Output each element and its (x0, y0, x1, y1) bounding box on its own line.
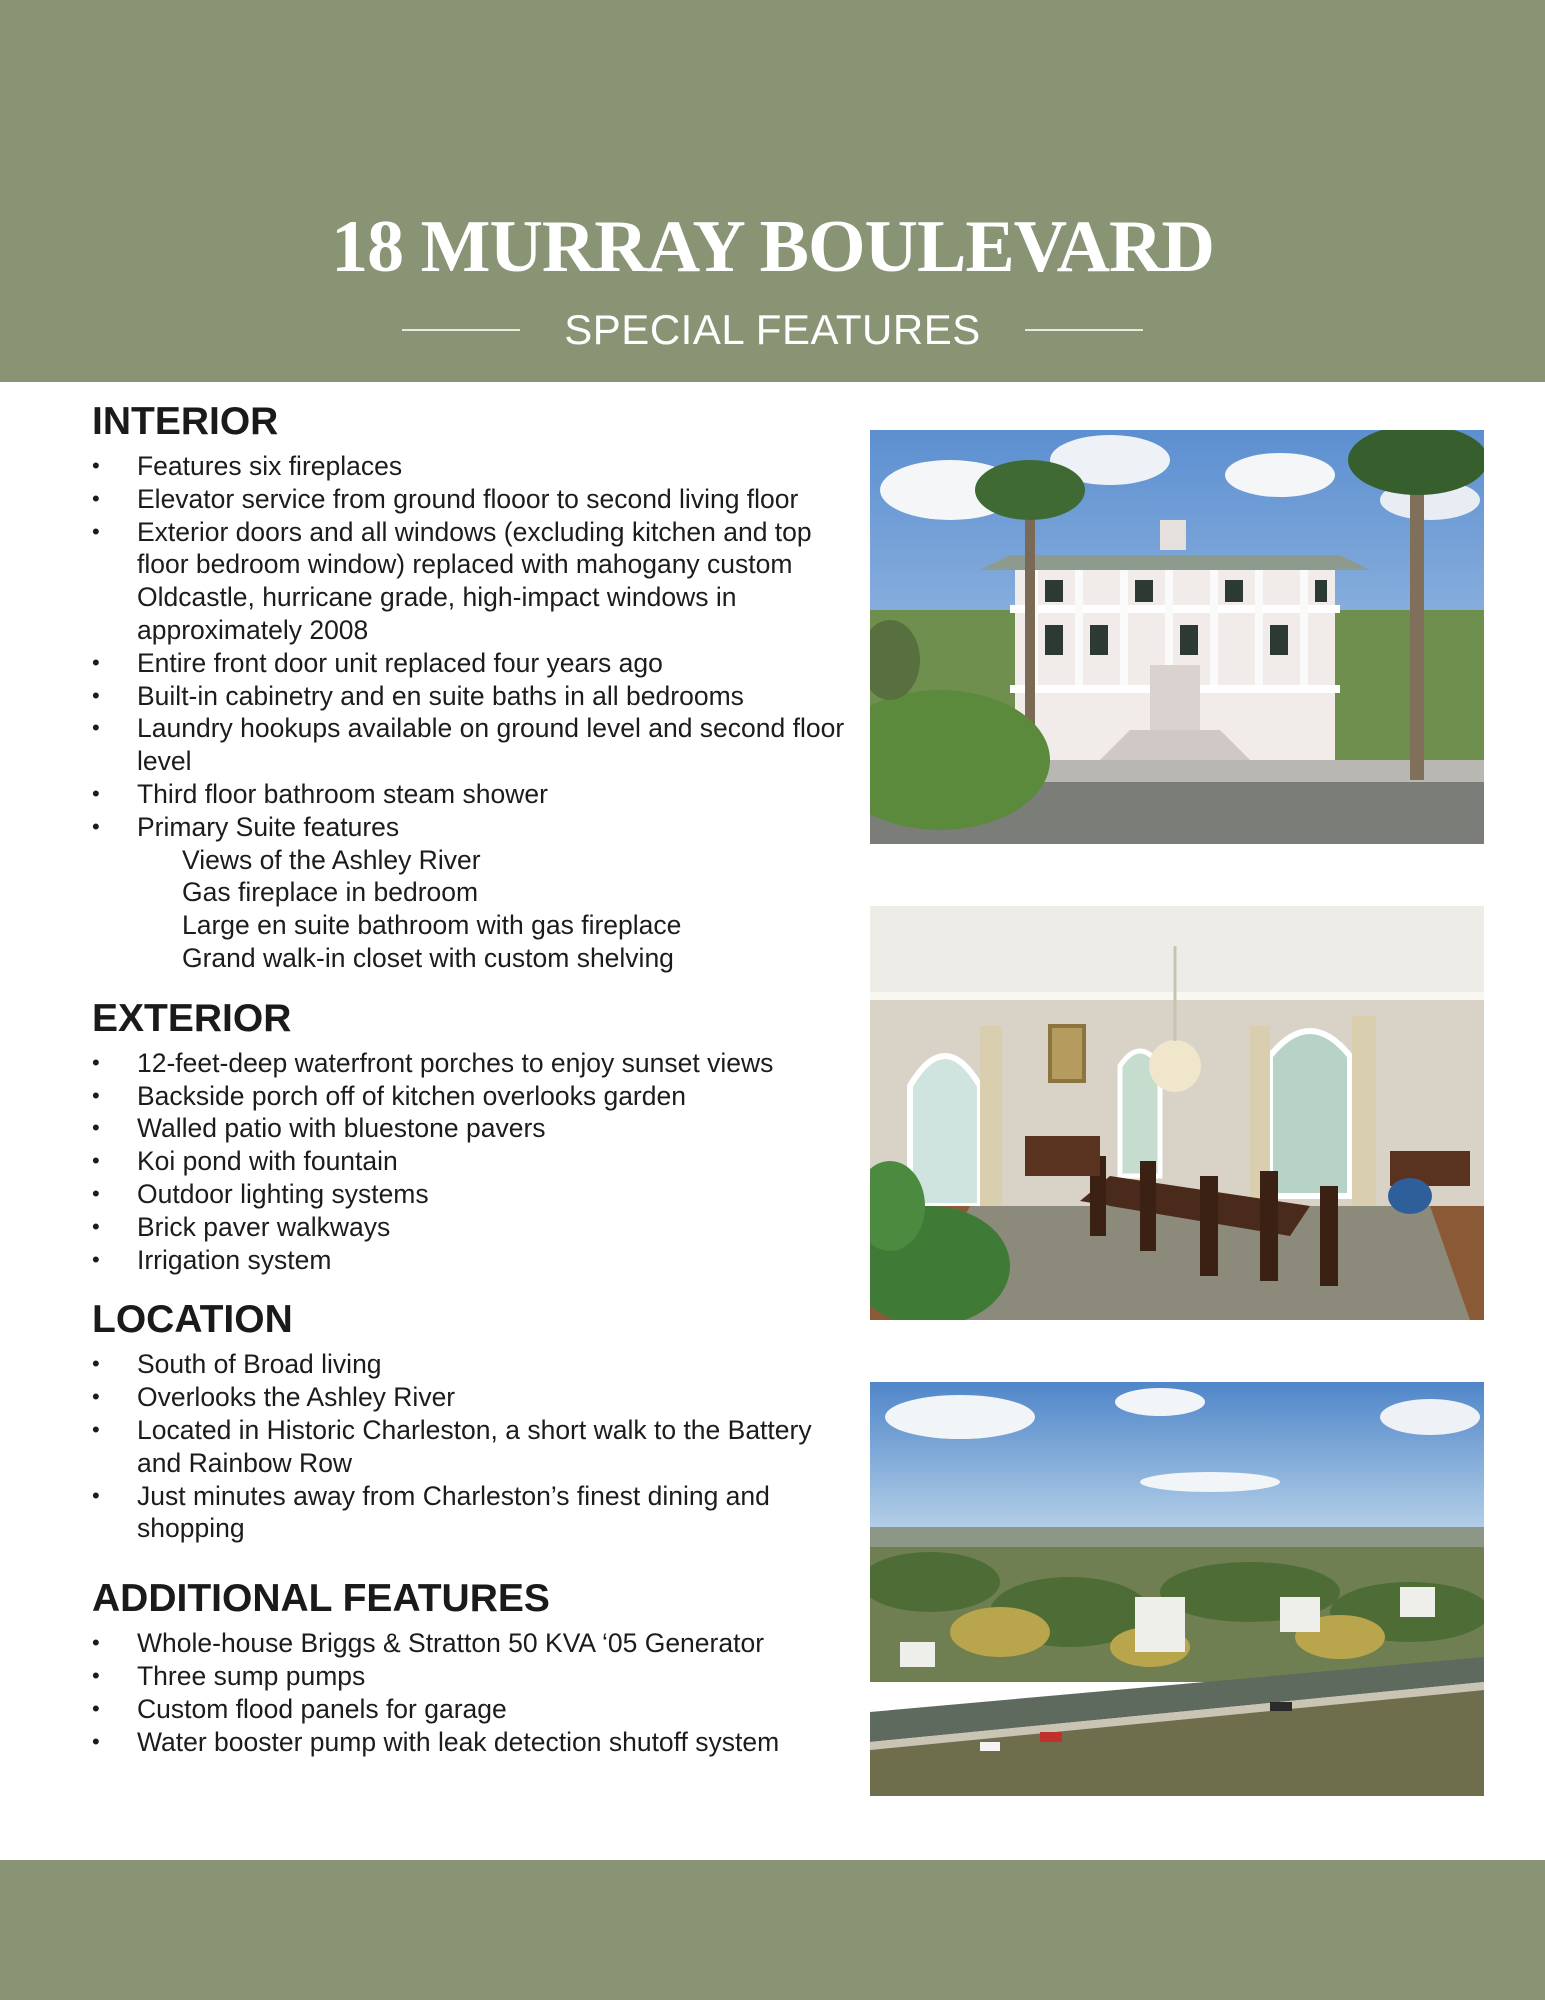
dining-room-photo (870, 906, 1484, 1320)
section-exterior (92, 995, 852, 1277)
house-exterior-illustration (870, 430, 1484, 844)
list-item: • Overlooks the Ashley River (92, 1381, 852, 1414)
page-title: 18 MURRAY BOULEVARD (331, 206, 1214, 288)
list-item: • Primary Suite features (92, 811, 852, 844)
features-column (92, 398, 852, 1778)
sub-list-item: Large en suite bathroom with gas fireplace (182, 910, 682, 941)
list-item: • Laundry hookups available on ground level and second floor level (92, 712, 852, 778)
subtitle-rule-right (1025, 329, 1143, 331)
list-item: • Brick paver walkways (92, 1211, 852, 1244)
section-title-exterior: EXTERIOR (92, 996, 292, 1040)
list-item: • Exterior doors and all windows (excluding kitchen and top floor bedroom window) replaced with mahogany custom Oldcastle, hurricane grade, high-impact windows in approximately 2008 (92, 516, 852, 647)
section-title-interior: INTERIOR (92, 400, 279, 443)
subtitle-row (0, 303, 1545, 357)
list-item: • Elevator service from ground flooor to second living floor (92, 483, 852, 516)
house-exterior-photo (870, 430, 1484, 844)
list-item: • Irrigation system (92, 1244, 852, 1277)
aerial-view-photo (870, 1382, 1484, 1796)
location-list (92, 1348, 852, 1545)
list-item: • Entire front door unit replaced four years ago (92, 647, 852, 680)
list-item: • Just minutes away from Charleston’s finest dining and shopping (92, 1480, 852, 1546)
section-additional (92, 1575, 852, 1758)
sub-list-item: Grand walk-in closet with custom shelving (182, 942, 674, 973)
aerial-view-illustration (870, 1382, 1484, 1796)
list-item: • Custom flood panels for garage (92, 1693, 852, 1726)
section-title-additional: ADDITIONAL FEATURES (92, 1577, 550, 1621)
list-item: • Whole-house Briggs & Stratton 50 KVA ‘05 Generator (92, 1627, 852, 1660)
list-item: • Water booster pump with leak detection shutoff system (92, 1726, 852, 1759)
list-item: • Built-in cabinetry and en suite baths in all bedrooms (92, 680, 852, 713)
list-item: • Located in Historic Charleston, a short walk to the Battery and Rainbow Row (92, 1414, 852, 1480)
exterior-list (92, 1047, 852, 1277)
list-item: • Backside porch off of kitchen overlooks garden (92, 1080, 852, 1113)
list-item: • 12-feet-deep waterfront porches to enjoy sunset views (92, 1047, 852, 1080)
section-title-location: LOCATION (92, 1298, 293, 1342)
additional-list (92, 1627, 852, 1758)
primary-suite-list (92, 844, 852, 975)
list-item: • South of Broad living (92, 1348, 852, 1381)
list-item: • Third floor bathroom steam shower (92, 778, 852, 811)
list-item: • Koi pond with fountain (92, 1145, 852, 1178)
list-item: • Outdoor lighting systems (92, 1178, 852, 1211)
page-subtitle: SPECIAL FEATURES (564, 306, 981, 353)
section-location (92, 1296, 852, 1545)
sub-list-item: Gas fireplace in bedroom (182, 877, 479, 908)
section-interior (92, 398, 852, 975)
sub-list-item: Views of the Ashley River (182, 844, 481, 875)
footer-band (0, 1860, 1545, 2000)
list-item: • Three sump pumps (92, 1660, 852, 1693)
list-item: • Walled patio with bluestone pavers (92, 1112, 852, 1145)
list-item: • Features six fireplaces (92, 450, 852, 483)
subtitle-rule-left (402, 329, 520, 331)
interior-list (92, 450, 852, 844)
dining-room-illustration (870, 906, 1484, 1320)
